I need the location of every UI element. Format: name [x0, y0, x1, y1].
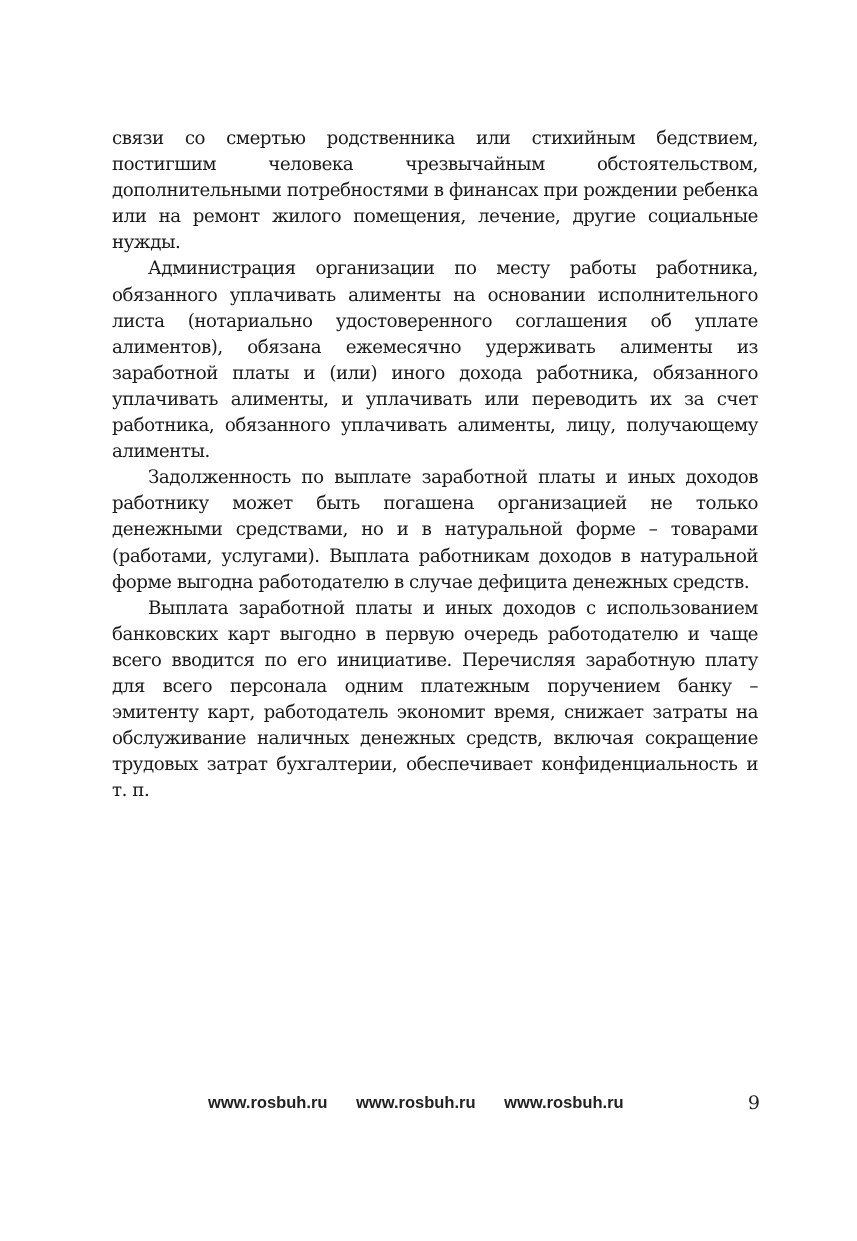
footer-link-2[interactable]: www.rosbuh.ru — [356, 1094, 476, 1112]
page-footer — [0, 1094, 857, 1118]
footer-link-3[interactable]: www.rosbuh.ru — [504, 1094, 624, 1112]
paragraph-3: Задолженность по выплате заработной платы и иных доходов работнику может быть погашена организацией не только денежными средствами, но и в натуральной форме – товарами (работами, услугами). Выплата работникам доходов в натуральной форме выгодна работодателю в случае дефицита денежных средств. — [112, 467, 758, 593]
paragraph-4: Выплата заработной платы и иных доходов с использованием банковских карт выгодно в первую очередь работодателю и чаще всего вводится по его инициативе. Перечисляя заработную плату для всего персонала одним платежным поручением банку – эмитенту карт, работодатель экономит время, снижает затраты на обслуживание наличных денежных средств, включая сокращение трудовых затрат бухгалтерии, обеспечивает конфиденциальность и т. п. — [112, 597, 758, 802]
paragraph-2: Администрация организации по месту работы работника, обязанного уплачивать алименты на основании исполнительного листа (нотариально удостоверенного соглашения об уплате алиментов), обязана ежемесячно удерживать алименты из заработной платы и (или) иного дохода работника, обязанного уплачивать алименты, и уплачивать или переводить их за счет работника, обязанного уплачивать алименты, лицу, получающему алименты. — [112, 258, 758, 463]
footer-links — [208, 1094, 624, 1113]
page-body-text — [112, 126, 758, 804]
page-number: 9 — [747, 1092, 760, 1114]
footer-link-1[interactable]: www.rosbuh.ru — [208, 1094, 328, 1112]
paragraph-1: связи со смертью родственника или стихийным бедствием, постигшим человека чрезвычайным обстоятельством, дополнительными потребностями в финансах при рождении ребенка или на ремонт жилого помещения, лечение, другие социальные нужды. — [112, 128, 758, 254]
